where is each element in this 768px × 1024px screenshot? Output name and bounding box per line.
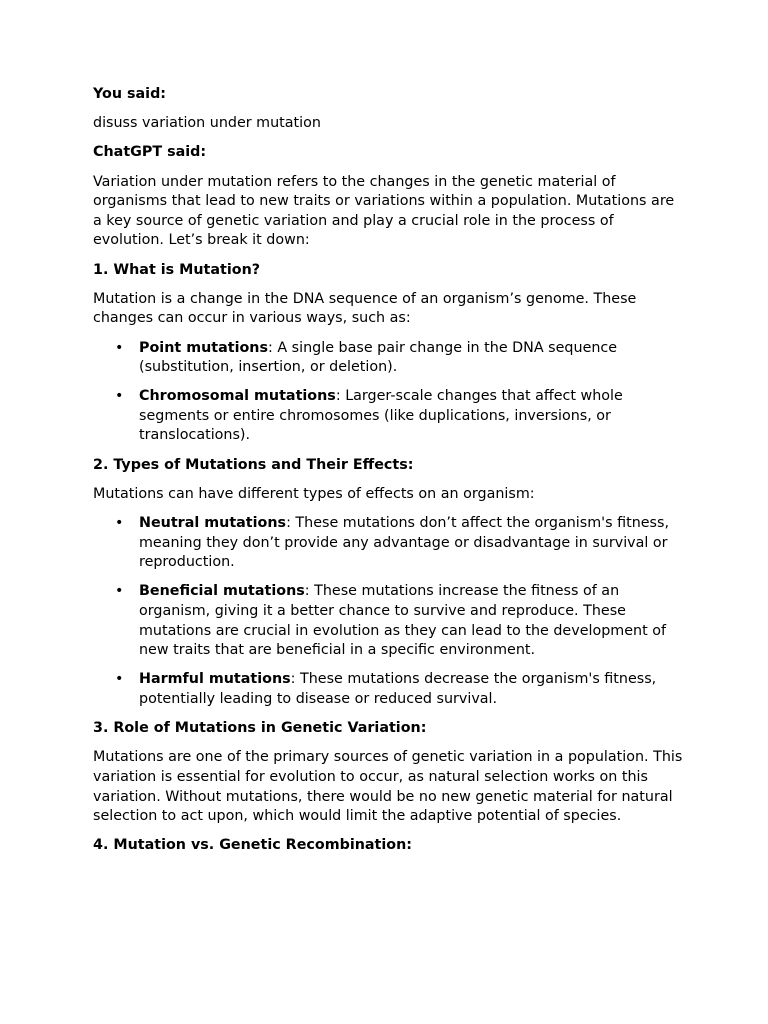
mutation-kinds-list <box>93 339 683 447</box>
mutation-effects-list <box>93 514 683 710</box>
list-item-term: Harmful mutations <box>139 671 291 688</box>
section-heading-types-of-mutations: 2. Types of Mutations and Their Effects: <box>93 456 414 473</box>
list-item-term: Beneficial mutations <box>139 583 305 600</box>
list-item-desc: : Larger-scale changes that affect whole segments or entire chromosomes (like duplications, inversions, or translocations). <box>139 388 623 444</box>
intro-paragraph: Variation under mutation refers to the changes in the genetic material of organisms that lead to new traits or variations within a population. Mutations are a key source of genetic variation and play a crucial role in the process of evolution. Let’s break it down: <box>93 173 675 249</box>
list-item <box>93 582 683 660</box>
section-heading-what-is-mutation: 1. What is Mutation? <box>93 261 261 278</box>
document-page <box>93 85 683 866</box>
list-item-desc: : These mutations don’t affect the organism's fitness, meaning they don’t provide any advantage or disadvantage in survival or reproduction. <box>139 515 669 571</box>
bullet-icon: • <box>115 515 124 532</box>
section-heading-role-of-mutations: 3. Role of Mutations in Genetic Variation: <box>93 720 427 737</box>
section-text-what-is-mutation: Mutation is a change in the DNA sequence of an organism’s genome. These changes can occur in various ways, such as: <box>93 290 637 327</box>
list-item-term: Chromosomal mutations <box>139 388 336 405</box>
user-label: You said: <box>93 86 167 102</box>
list-item-term: Point mutations <box>139 339 268 356</box>
bullet-icon: • <box>115 671 124 688</box>
bullet-icon: • <box>115 583 124 600</box>
section-heading-mutation-vs-recombination: 4. Mutation vs. Genetic Recombination: <box>93 837 412 854</box>
bullet-icon: • <box>115 339 124 356</box>
section-text-role-of-mutations: Mutations are one of the primary sources of genetic variation in a population. This variation is essential for evolution to occur, as natural selection works on this variation. Without mutations, there would be no new genetic material for natural selection to act upon, which would limit the adaptive potential of species. <box>93 749 683 825</box>
user-message: disuss variation under mutation <box>93 115 321 132</box>
list-item <box>93 514 683 573</box>
list-item <box>93 670 683 709</box>
list-item <box>93 387 683 446</box>
assistant-label: ChatGPT said: <box>93 144 207 161</box>
list-item <box>93 339 683 378</box>
list-item-desc: : A single base pair change in the DNA sequence (substitution, insertion, or deletion). <box>139 339 618 376</box>
bullet-icon: • <box>115 388 124 405</box>
section-text-types-of-mutations: Mutations can have different types of effects on an organism: <box>93 485 535 502</box>
list-item-desc: : These mutations decrease the organism's fitness, potentially leading to disease or reduced survival. <box>139 671 657 707</box>
list-item-term: Neutral mutations <box>139 515 287 532</box>
list-item-desc: : These mutations increase the fitness of an organism, giving it a better chance to survive and reproduce. These mutations are crucial in evolution as they can lead to the development of new traits that are beneficial in a specific environment. <box>139 583 666 659</box>
